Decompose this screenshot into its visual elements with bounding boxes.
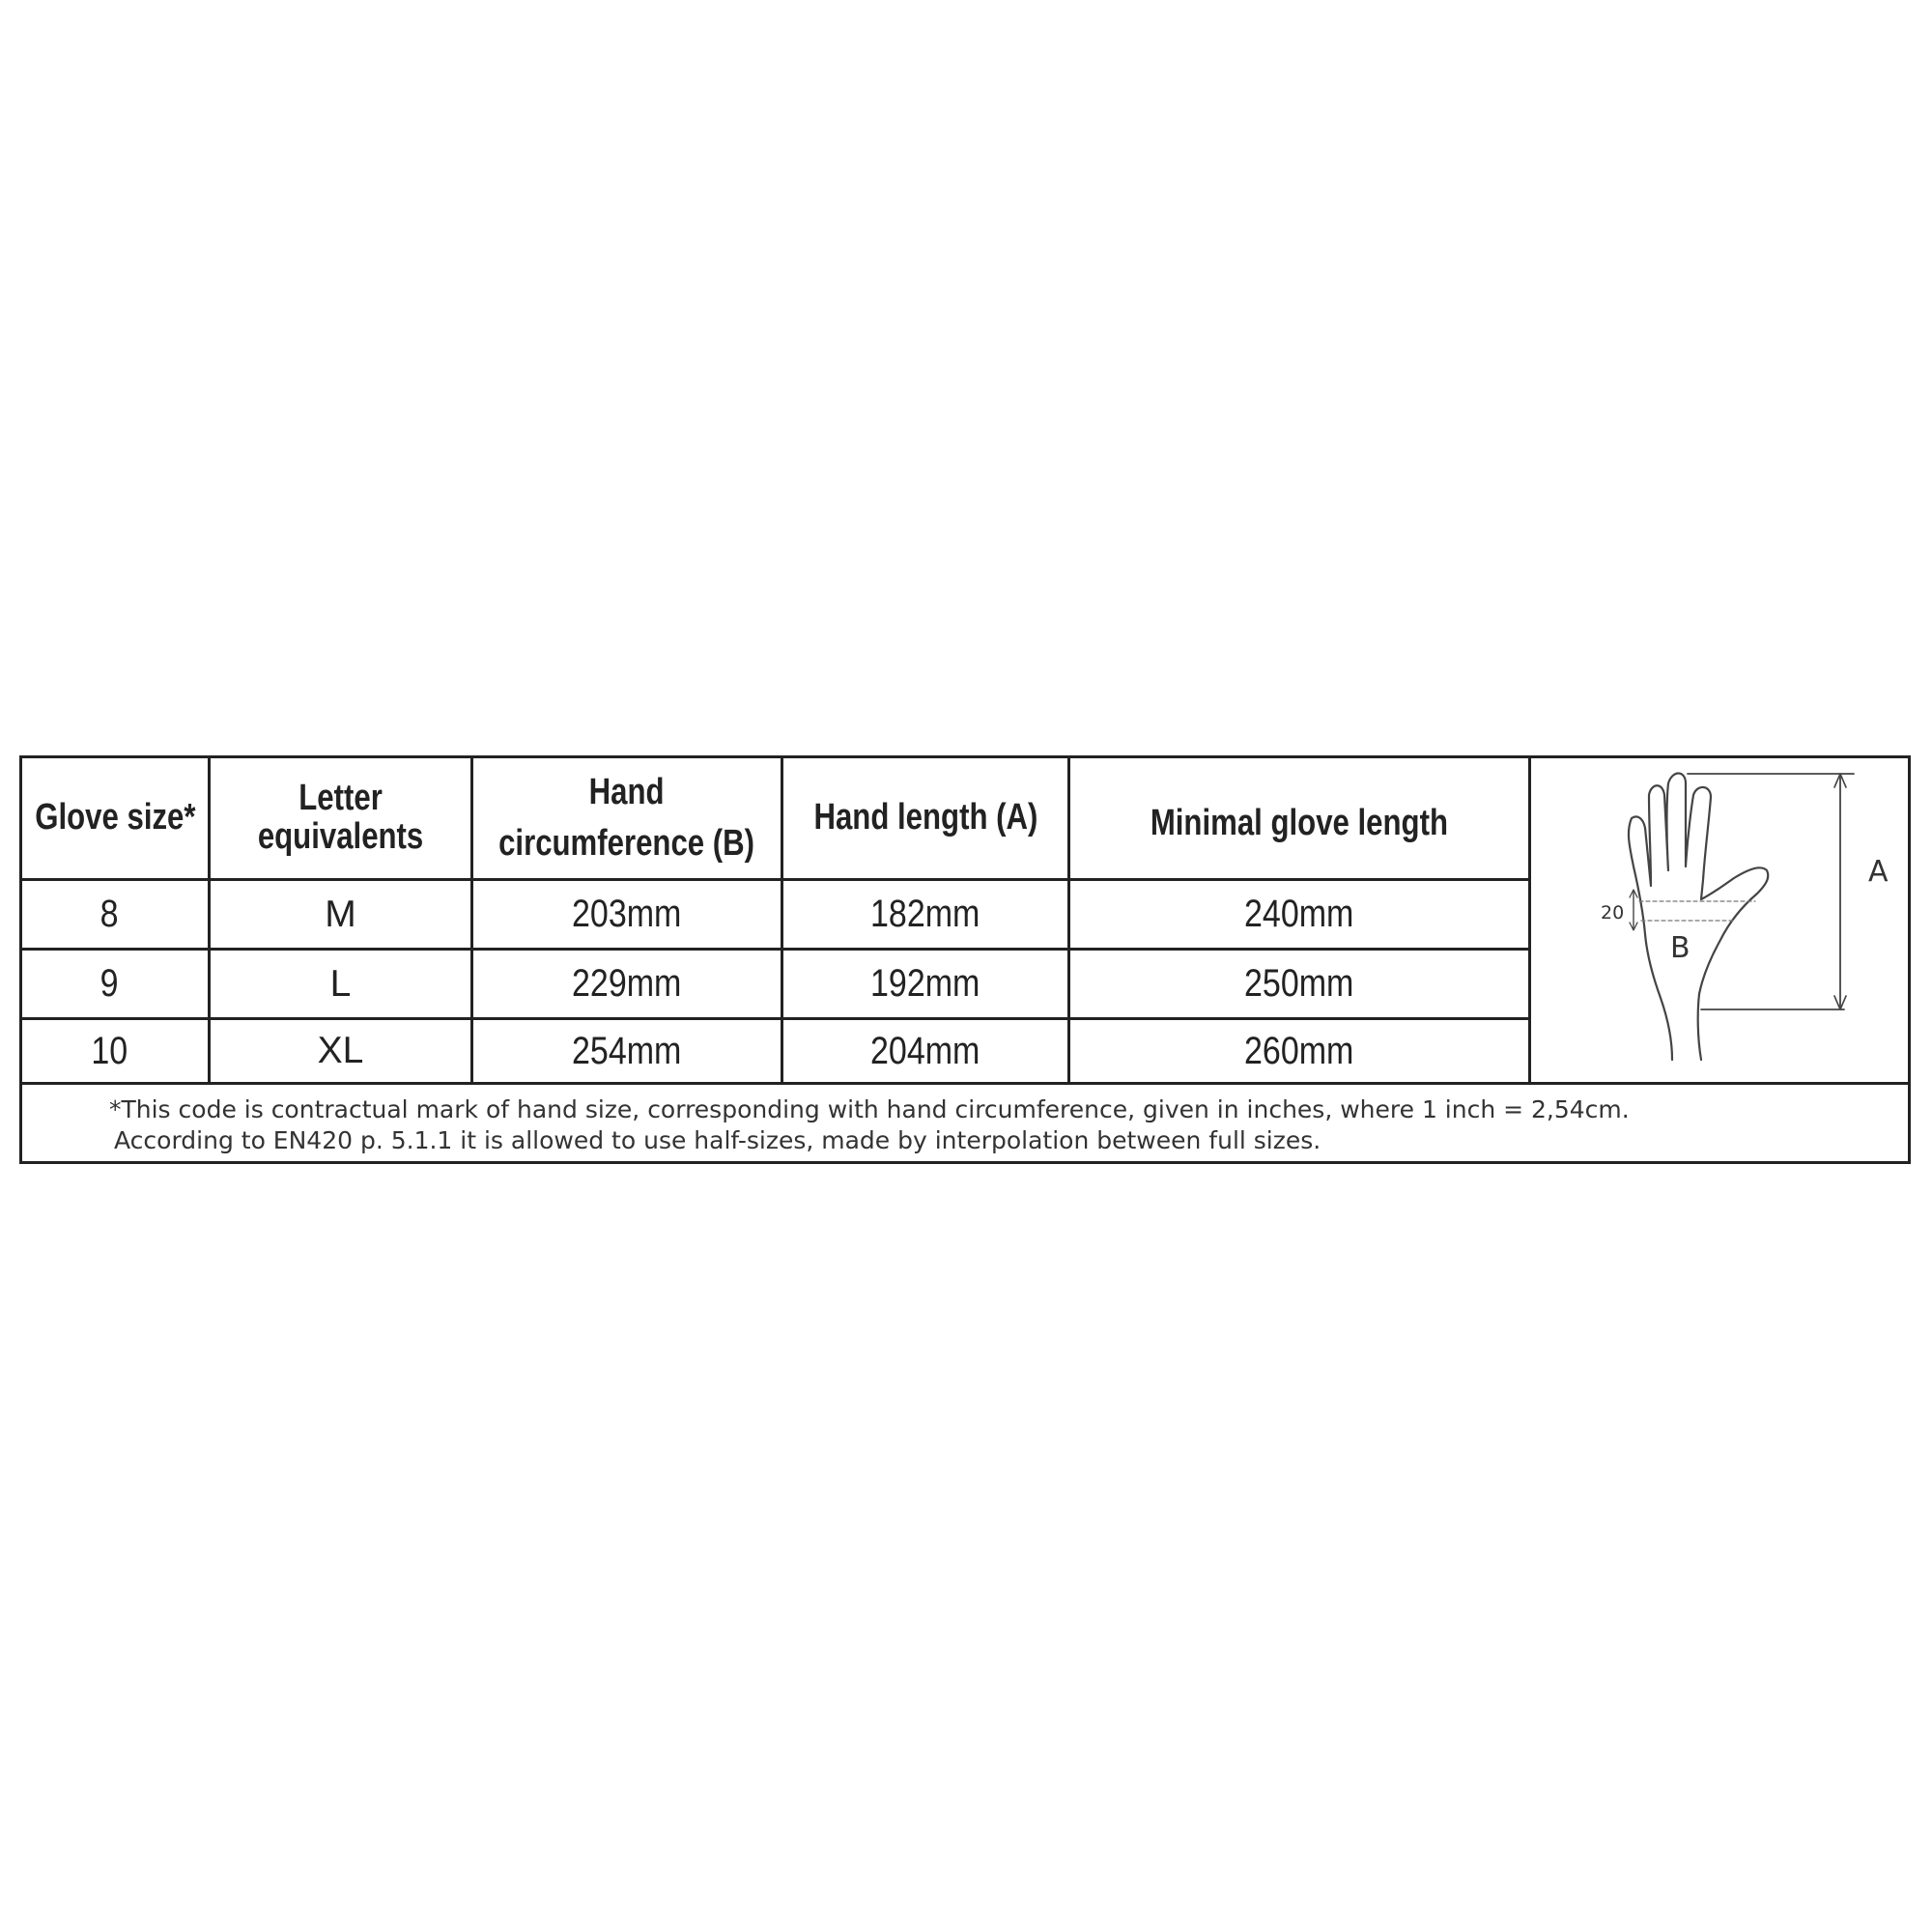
cell-value: 254mm	[572, 1029, 682, 1072]
hand-measurement-figure	[1531, 758, 1909, 1082]
table-cell	[1070, 881, 1528, 948]
cell-value: L	[329, 962, 352, 1005]
header-letter-equivalents	[211, 758, 470, 878]
hand-outline	[1629, 774, 1768, 1061]
header-text: Glove size*	[34, 797, 196, 838]
table-cell	[473, 951, 781, 1017]
glove-size-table	[19, 755, 1911, 1164]
table-cell	[473, 881, 781, 948]
header-glove-size	[22, 758, 208, 878]
table-cell	[1070, 951, 1528, 1017]
cell-value: 240mm	[1244, 893, 1354, 935]
cell-value: 8	[99, 893, 119, 935]
hand-icon	[1531, 758, 1909, 1082]
table-cell	[22, 951, 196, 1017]
cell-value: 260mm	[1244, 1029, 1354, 1072]
header-line: equivalents	[257, 816, 424, 857]
cell-value: 204mm	[870, 1029, 980, 1072]
table-cell	[1070, 1020, 1528, 1082]
cell-value: XL	[317, 1030, 364, 1071]
table-cell	[22, 881, 196, 948]
table-cell	[211, 951, 470, 1017]
label-b: B	[1670, 931, 1690, 965]
cell-value: M	[325, 893, 356, 935]
cell-value: 9	[99, 962, 119, 1005]
cell-value: 182mm	[870, 893, 980, 935]
table-cell	[783, 1020, 1067, 1082]
header-text: Hand length (A)	[813, 797, 1037, 838]
footnote-line-2: According to EN420 p. 5.1.1 it is allowed to use half-sizes, made by interpolation between full sizes.	[114, 1126, 1321, 1154]
header-minimal-glove-length	[1070, 758, 1528, 878]
cell-value: 203mm	[572, 893, 682, 935]
cell-value: 250mm	[1244, 962, 1354, 1005]
table-cell	[22, 1020, 196, 1082]
label-a: A	[1868, 855, 1889, 889]
cell-value: 10	[91, 1029, 128, 1072]
header-line: Letter	[298, 778, 383, 819]
header-hand-circumference	[473, 758, 781, 878]
cell-value: 229mm	[572, 962, 682, 1005]
header-line: Hand	[589, 771, 665, 812]
footnote	[109, 1094, 1630, 1156]
table-cell	[783, 951, 1067, 1017]
header-text	[499, 767, 755, 869]
table-cell	[473, 1020, 781, 1082]
label-20: 20	[1601, 902, 1625, 923]
header-line: circumference (B)	[498, 823, 755, 864]
header-text: Minimal glove length	[1150, 803, 1449, 844]
header-hand-length	[783, 758, 1067, 878]
header-text	[258, 780, 423, 857]
table-cell	[783, 881, 1067, 948]
grid-line	[22, 1082, 1908, 1085]
cell-value: 192mm	[870, 962, 980, 1005]
footnote-line-1: *This code is contractual mark of hand size, corresponding with hand circumference, given in inches, where 1 inch = 2,54cm.	[109, 1095, 1630, 1123]
table-cell	[211, 881, 470, 948]
table-cell	[211, 1020, 470, 1082]
